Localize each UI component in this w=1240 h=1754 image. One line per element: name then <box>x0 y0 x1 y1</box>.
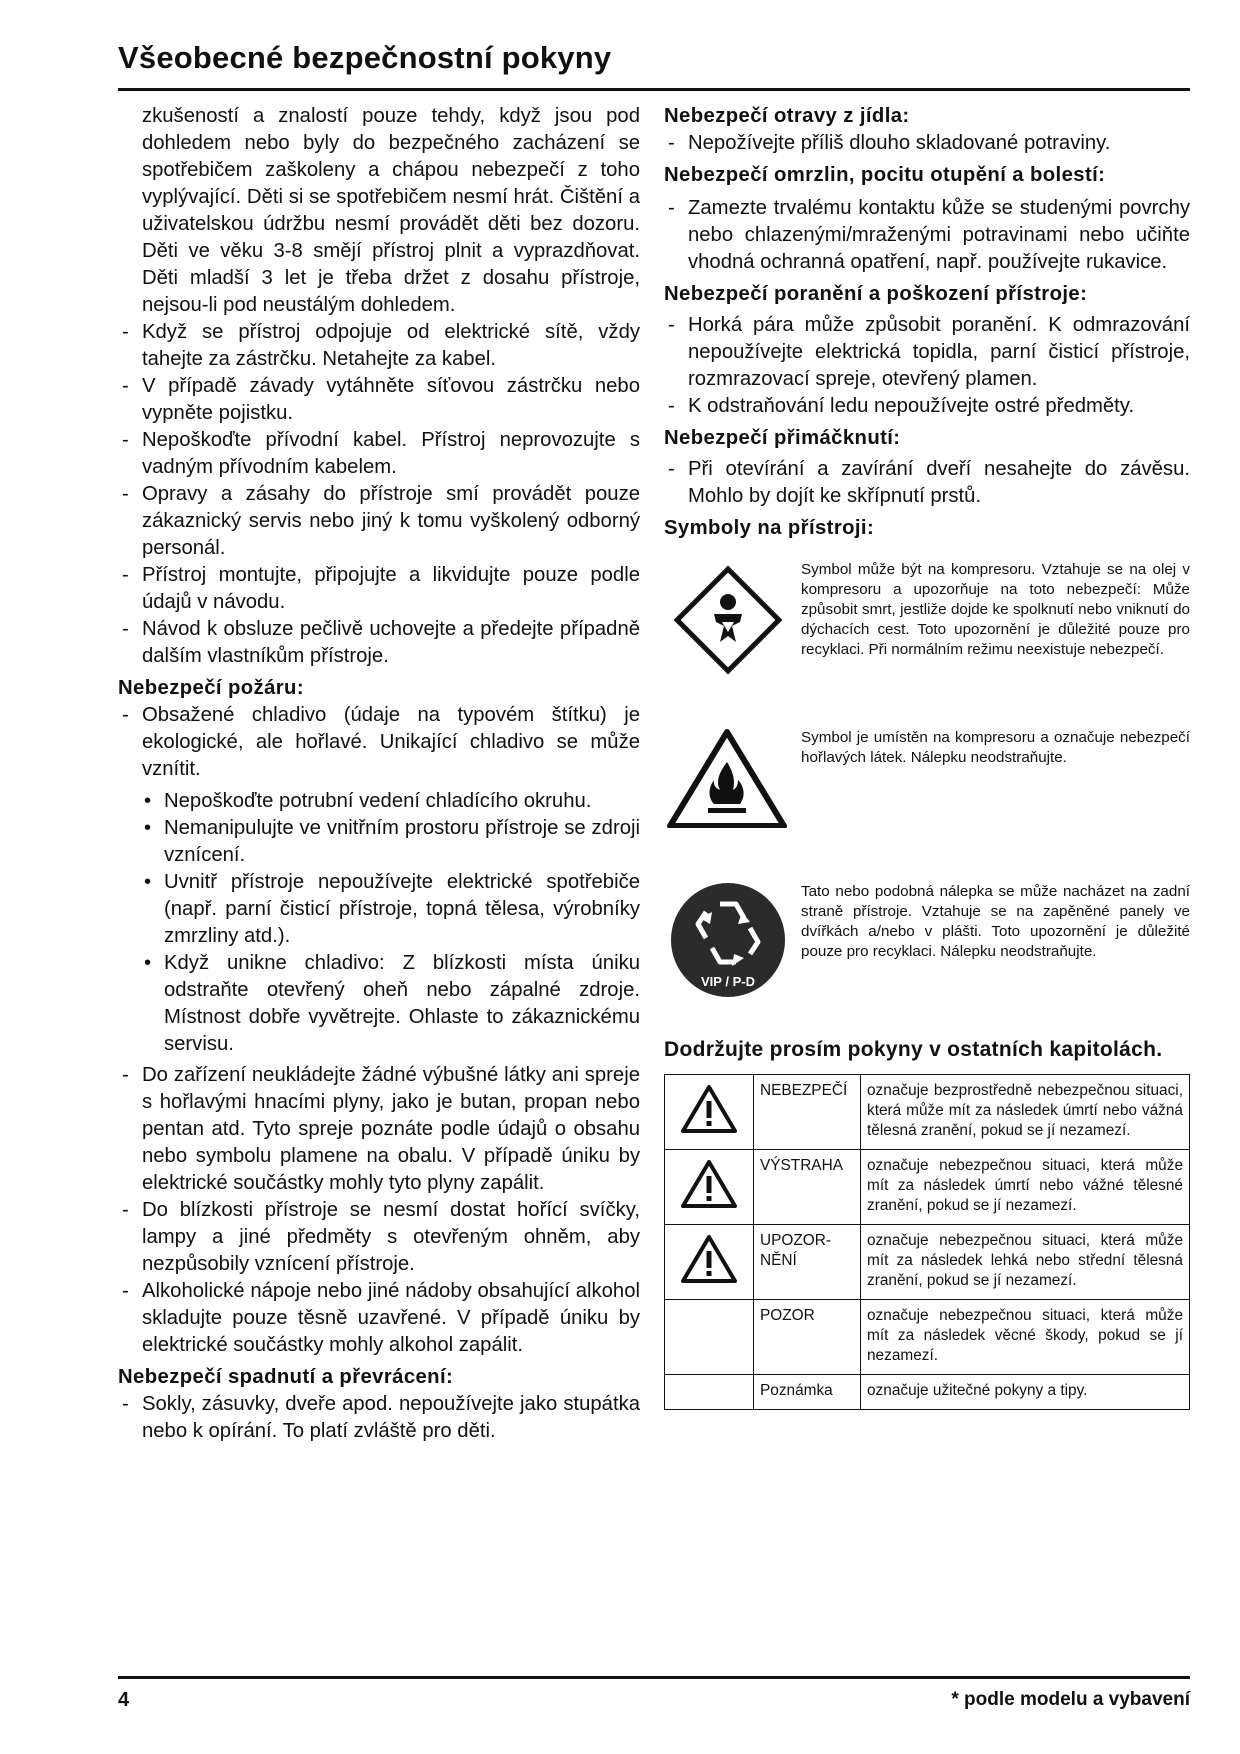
signal-description: označuje nebezpečnou situaci, která může mít za následek úmrtí nebo vážné tělesné zranění, pokud se jí nezamezí. <box>861 1150 1190 1225</box>
health-hazard-icon <box>670 562 786 678</box>
footer-note: * podle modelu a vybavení <box>951 1689 1190 1710</box>
table-icon-cell <box>665 1150 754 1225</box>
list-item: - K odstraňování ledu nepoužívejte ostré předměty. <box>664 393 1190 420</box>
pinch-heading: Nebezpečí přimáčknutí: <box>664 427 901 449</box>
list-item: - Do blízkosti přístroje se nesmí dostat hořící svíčky, lampy a jiné předměty s otevřeným ohněm, aby nezpůsobily vznícení přístroje. <box>118 1197 640 1278</box>
list-item: - Při otevírání a zavírání dveří nesahejte do závěsu. Mohlo by dojít ke skřípnutí prstů. <box>664 456 1190 510</box>
recycling-badge-label: VIP / P-D <box>701 974 755 989</box>
list-item: - Přístroj montujte, připojujte a likvidujte pouze podle údajů v návodu. <box>118 562 640 616</box>
hazard-table <box>664 1074 1190 1410</box>
injury-list <box>664 312 1190 420</box>
safety-list <box>118 319 640 670</box>
list-item: - Když se přístroj odpojuje od elektrické sítě, vždy tahejte za zástrčku. Netahejte za kabel. <box>118 319 640 373</box>
bullet-item: • Uvnitř přístroje nepoužívejte elektrické spotřebiče (např. parní čisticí přístroje, topná tělesa, výrobníky zmrzliny atd.). <box>118 869 640 950</box>
page-number: 4 <box>118 1689 130 1711</box>
warning-triangle-icon <box>681 1159 737 1209</box>
page-header <box>118 36 1190 91</box>
warning-triangle-icon <box>681 1084 737 1134</box>
signal-word: Poznámka <box>754 1375 861 1410</box>
signal-description: označuje užitečné pokyny a tipy. <box>861 1375 1190 1410</box>
pinch-list <box>664 456 1190 510</box>
page-footer <box>118 1676 1190 1719</box>
left-column <box>118 103 640 1450</box>
table-row <box>665 1375 1190 1410</box>
fall-list <box>118 1391 640 1445</box>
right-column <box>664 103 1190 1410</box>
fire-list-2 <box>118 1062 640 1359</box>
fire-bullets <box>118 788 640 1058</box>
list-item: - V případě závady vytáhněte síťovou zástrčku nebo vypněte pojistku. <box>118 373 640 427</box>
intro-paragraph: zkušeností a znalostí pouze tehdy, když jsou pod dohledem nebo byly do bezpečného zacházení se spotřebičem zaškoleny a chápou nebezpečí z toho vyplývající. Děti si se spotřebičem nesmí hrát. Čištění a uživatelskou údržbu nesmí provádět děti bez dozoru. Děti ve věku 3-8 smějí přístroj plnit a vyprazdňovat. Děti mladší 3 let je třeba držet z dosahu přístroje, nejsou-li pod neustálým dohledem. <box>142 105 640 316</box>
table-row <box>665 1300 1190 1375</box>
warning-triangle-icon <box>681 1234 737 1284</box>
note-heading: Dodržujte prosím pokyny v ostatních kapitolách. <box>664 1038 1163 1061</box>
symbol-row <box>664 560 1190 720</box>
list-item: - Horká pára může způsobit poranění. K odmrazování nepoužívejte elektrická topidla, parní čisticí přístroje, rozmrazovací spreje, otevřený plamen. <box>664 312 1190 393</box>
recycling-badge <box>670 882 786 998</box>
fall-heading: Nebezpečí spadnutí a převrácení: <box>118 1366 454 1388</box>
symbol-row <box>664 882 1190 1012</box>
signal-description: označuje nebezpečnou situaci, která může mít za následek lehká nebo střední tělesná zranění, pokud se jí nezamezí. <box>861 1225 1190 1300</box>
table-icon-cell <box>665 1075 754 1150</box>
list-item: - Opravy a zásahy do přístroje smí provádět pouze zákaznický servis nebo jiný k tomu vyškolený odborný personál. <box>118 481 640 562</box>
flammable-icon <box>666 728 788 828</box>
list-item: - Sokly, zásuvky, dveře apod. nepoužívejte jako stupátka nebo k opírání. To platí zvláště pro děti. <box>118 1391 640 1445</box>
signal-word: UPOZOR- NĚNÍ <box>754 1225 861 1300</box>
table-row <box>665 1225 1190 1300</box>
fire-list <box>118 702 640 783</box>
symbol-row <box>664 728 1190 840</box>
signal-word: POZOR <box>754 1300 861 1375</box>
signal-word: VÝSTRAHA <box>754 1150 861 1225</box>
poison-heading: Nebezpečí otravy z jídla: <box>664 105 910 127</box>
frost-heading: Nebezpečí omrzlin, pocitu otupění a bolestí: <box>664 164 1106 186</box>
table-icon-cell <box>665 1300 754 1375</box>
list-item: - Nepožívejte příliš dlouho skladované potraviny. <box>664 130 1190 157</box>
list-item: - Zamezte trvalému kontaktu kůže se studenými povrchy nebo chlazenými/mraženými potravinami nebo učiňte vhodná ochranná opatření, např. používejte rukavice. <box>664 195 1190 276</box>
table-row <box>665 1150 1190 1225</box>
table-icon-cell <box>665 1375 754 1410</box>
table-icon-cell <box>665 1225 754 1300</box>
signal-description: označuje bezprostředně nebezpečnou situaci, která může mít za následek úmrtí nebo vážná tělesná zranění, pokud se jí nezamezí. <box>861 1075 1190 1150</box>
symbols-heading: Symboly na přístroji: <box>664 517 875 539</box>
poison-list <box>664 130 1190 157</box>
signal-word: NEBEZPEČÍ <box>754 1075 861 1150</box>
symbol-description: Symbol může být na kompresoru. Vztahuje se na olej v kompresoru a upozorňuje na toto nebezpečí: Může způsobit smrt, jestliže dojde ke spolknutí nebo vniknutí do dýchacích cest. Toto upozornění je důležité pouze pro recyklaci. Při normálním režimu neexistuje nebezpečí. <box>801 561 1190 658</box>
symbol-description: Symbol je umístěn na kompresoru a označuje nebezpečí hořlavých látek. Nálepku neodstraňujte. <box>801 729 1190 766</box>
symbol-description: Tato nebo podobná nálepka se může nacházet na zadní straně přístroje. Vztahuje se na zapěněné panely ve dvířkách a/nebo v plášti. Toto upozornění je důležité pouze pro recyklaci. Nálepku neodstraňujte. <box>801 883 1190 960</box>
bullet-item: • Když unikne chladivo: Z blízkosti místa úniku odstraňte otevřený oheň nebo zápalné zdroje. Místnost dobře vyvětrejte. Ohlaste to zákaznickému servisu. <box>118 950 640 1058</box>
page-title: Všeobecné bezpečnostní pokyny <box>118 40 612 75</box>
list-item: - Do zařízení neukládejte žádné výbušné látky ani spreje s hořlavými hnacími plyny, jako je butan, propan nebo pentan atd. Tyto spreje poznáte podle údajů o obsahu nebo symbolu plamene na obalu. V případě úniku by elektrické součástky mohly tyto plyny zapálit. <box>118 1062 640 1197</box>
fire-heading: Nebezpečí požáru: <box>118 677 304 699</box>
signal-description: označuje nebezpečnou situaci, která může mít za následek věcné škody, pokud se jí nezamezí. <box>861 1300 1190 1375</box>
table-row <box>665 1075 1190 1150</box>
frost-list <box>664 195 1190 276</box>
list-item: - Alkoholické nápoje nebo jiné nádoby obsahující alkohol skladujte pouze těsně uzavřené. V případě úniku by elektrické součástky mohly alkohol zapálit. <box>118 1278 640 1359</box>
list-item: - Návod k obsluze pečlivě uchovejte a předejte případně dalším vlastníkům přístroje. <box>118 616 640 670</box>
list-item: - Obsažené chladivo (údaje na typovém štítku) je ekologické, ale hořlavé. Unikající chladivo se může vznítit. <box>118 702 640 783</box>
bullet-item: • Nemanipulujte ve vnitřním prostoru přístroje se zdroji vznícení. <box>118 815 640 869</box>
list-item: - Nepoškoďte přívodní kabel. Přístroj neprovozujte s vadným přívodním kabelem. <box>118 427 640 481</box>
injury-heading: Nebezpečí poranění a poškození přístroje: <box>664 283 1088 305</box>
bullet-item: • Nepoškoďte potrubní vedení chladícího okruhu. <box>118 788 640 815</box>
